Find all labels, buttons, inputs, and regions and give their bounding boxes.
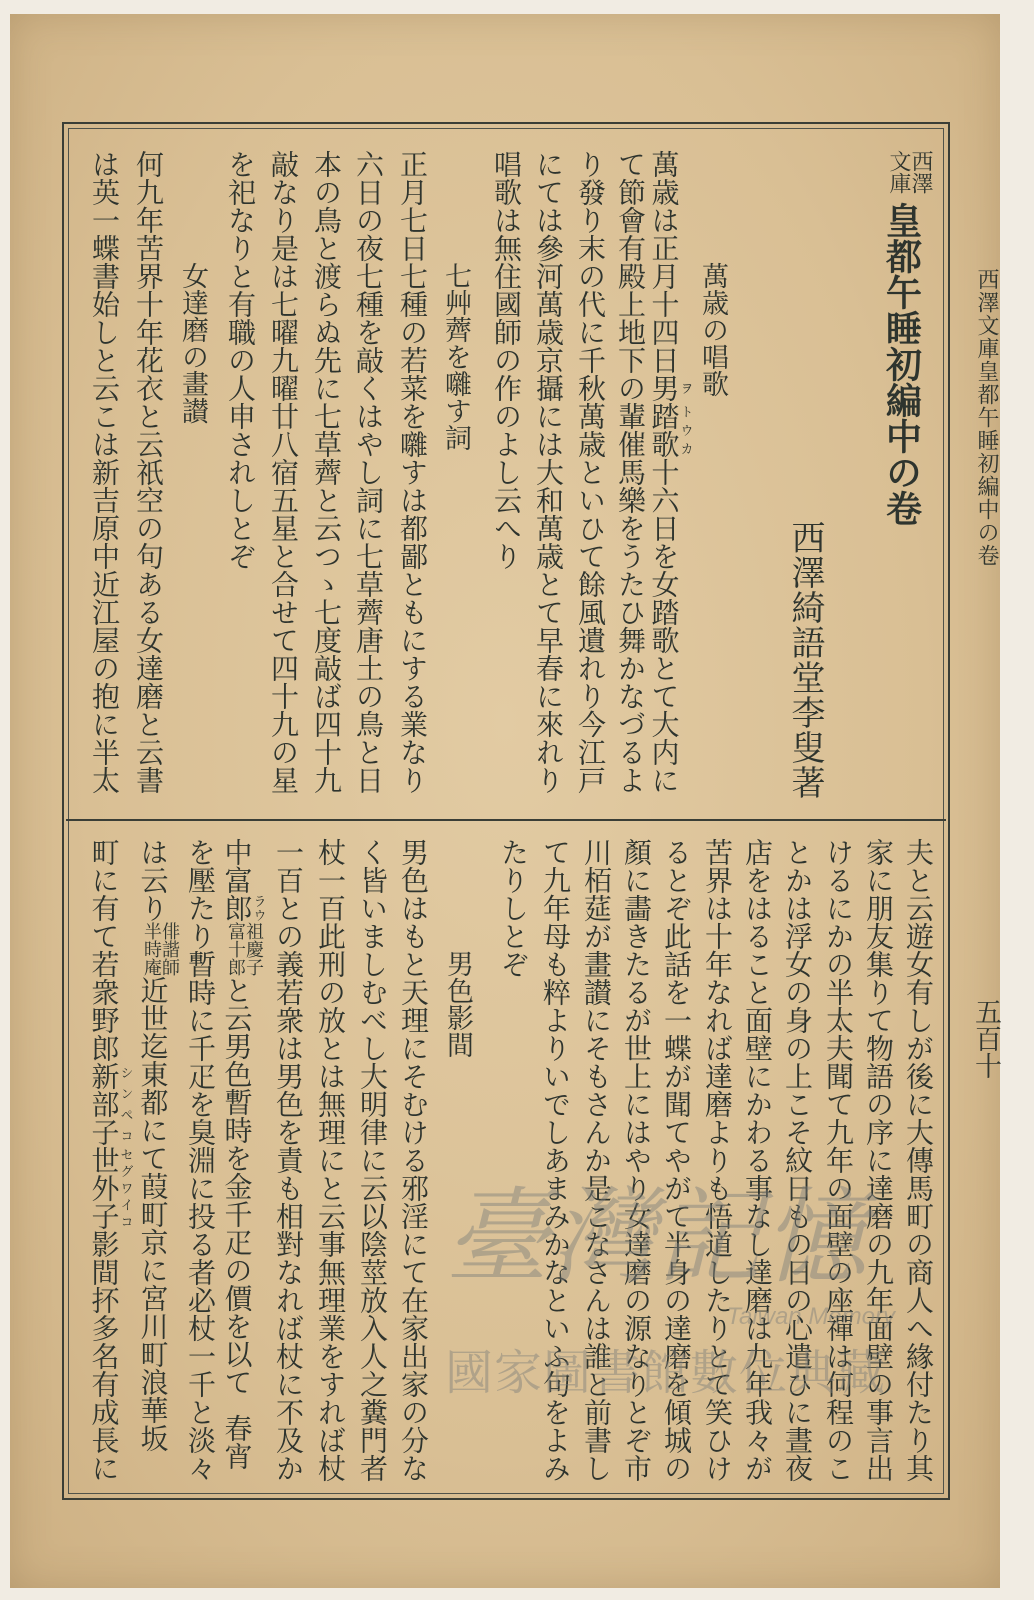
nanshoku-line-8 bbox=[88, 838, 132, 1498]
heading-manzai: 萬歳の唱歌 bbox=[697, 262, 728, 397]
heading-nanakusa: 七艸薺を囃す詞 bbox=[440, 262, 471, 451]
onna-daruma-line-1: 何九年苦界十年花衣と云祇空の句ある女達磨と云書 bbox=[132, 150, 165, 794]
warichu-right: 俳諧師 bbox=[159, 922, 180, 976]
manzai-line-4: にては參河萬歳京攝には大和萬歳とて早春に來れり bbox=[532, 150, 565, 794]
ruby-otoko bbox=[647, 374, 693, 402]
onna-daruma-line-12: て九年母も粹よりいでしあまみかなといふ句をよみ bbox=[539, 838, 572, 1482]
watermark-institution: 國家圖書館數位典藏 bbox=[445, 1345, 887, 1401]
text-segment: と云男色暫時を金千疋の價を以て bbox=[220, 976, 254, 1396]
onna-daruma-line-9: るとぞ此話を一蝶が聞てやがて半身の達磨を傾城の bbox=[660, 838, 693, 1482]
nanakusa-line-3: 本の鳥と渡らぬ先に七草薺と云つゝ七度敲ば四十九 bbox=[310, 150, 343, 794]
onna-daruma-line-2: は英一蝶書始しと云こは新吉原中近江屋の抱に半太 bbox=[88, 150, 121, 794]
series-warichu bbox=[887, 150, 931, 194]
nanshoku-line-5 bbox=[221, 838, 265, 1498]
warichu-left: 半時庵 bbox=[141, 922, 162, 976]
onna-daruma-line-4: 家に朋友集りて物語の序に達磨の九年面壁の事言出 bbox=[862, 838, 895, 1482]
onna-daruma-line-5: けるにかの半太夫聞て九年の面壁の座禪は何程のこ bbox=[822, 838, 855, 1482]
ruby-base: 世外子 bbox=[87, 1146, 121, 1230]
nanshoku-line-6: を壓たり暫時に千疋を臭淵に投る者必杖一千と淡々 bbox=[184, 838, 217, 1482]
nanshoku-line-1: 男色はもと天理にそむける邪淫にて在家出家の分な bbox=[397, 838, 430, 1482]
warichu-right: 祖慶子 bbox=[243, 922, 264, 976]
text-segment-end: 春宵 bbox=[220, 1414, 254, 1470]
onna-daruma-line-13: たりしとぞ bbox=[497, 838, 530, 978]
warichu-left: 富十郎 bbox=[225, 922, 246, 976]
text-segment: 萬歳は正月十四日 bbox=[647, 150, 681, 374]
series-warichu-left: 文庫 bbox=[886, 150, 911, 194]
ruby-text: ラウ bbox=[250, 894, 266, 922]
text-segment: 近世迄東都にて葭町京に宮川町浪華坂 bbox=[136, 976, 170, 1452]
book-title bbox=[881, 150, 931, 810]
onna-daruma-line-8: 苦界は十年なれば達磨よりも悟道したりとて笑ひけ bbox=[701, 838, 734, 1482]
manzai-line-5: 唱歌は無住國師の作のよし云へり bbox=[490, 150, 523, 570]
text-segment: 中富 bbox=[220, 838, 254, 894]
warichu-note bbox=[142, 922, 178, 976]
section-divider bbox=[66, 819, 946, 821]
manzai-line-2: て節會有殿上地下の輩催馬樂をうたひ舞かなづるよ bbox=[614, 150, 647, 794]
text-segment: 十六日を女踏歌とて大内に bbox=[647, 458, 681, 794]
author-line: 西澤綺語堂李叟著 bbox=[785, 520, 825, 800]
title-main: 皇都午睡初編中の卷 bbox=[880, 202, 923, 526]
nanakusa-line-4: 敲なり是は七曜九曜廿八宿五星と合せて四十九の星 bbox=[267, 150, 300, 794]
warichu-note bbox=[226, 922, 262, 976]
watermark-english: Taiwan Memory bbox=[726, 1303, 895, 1330]
nanshoku-line-7 bbox=[134, 838, 178, 1498]
nanshoku-line-3: 杖一百此刑の放とは無理にと云事無理業をすれば杖 bbox=[314, 838, 347, 1482]
ruby-text: シンペコ bbox=[117, 1062, 133, 1146]
ruby-segwaiko bbox=[87, 1146, 133, 1230]
onna-daruma-line-3: 夫と云遊女有しが後に大傳馬町の商人へ緣付たり其 bbox=[902, 838, 935, 1482]
nanakusa-line-1: 正月七日七種の若菜を囃すは都鄙ともにする業なり bbox=[396, 150, 429, 794]
ruby-shinbeko bbox=[87, 1062, 133, 1146]
manzai-line-3: り發り末の代に千秋萬歳といひて餘風遺れり今江戸 bbox=[574, 150, 607, 794]
running-header: 西澤文庫皇都午睡初編中の卷 bbox=[974, 268, 999, 567]
ruby-rou bbox=[220, 894, 266, 922]
ruby-base: 郎 bbox=[220, 894, 254, 922]
ruby-touka bbox=[647, 402, 693, 458]
onna-daruma-line-10: 顏に畵きたるが世上にはやり女達磨の源なりとぞ市 bbox=[620, 838, 653, 1482]
series-warichu-right: 西澤 bbox=[908, 150, 933, 194]
ruby-text: ヲ bbox=[677, 374, 693, 402]
ruby-base: 新部子 bbox=[87, 1062, 121, 1146]
text-segment: 影間抔多名有成長に bbox=[87, 1230, 121, 1482]
ruby-text: セグワイコ bbox=[117, 1146, 133, 1230]
watermark-logo: 臺灣記憶 bbox=[445, 1176, 870, 1298]
heading-nanshoku: 男色影間 bbox=[442, 950, 473, 1058]
ruby-text: トウカ bbox=[677, 402, 693, 458]
nanshoku-line-2: く皆いましむべし大明律に云以陰莖放入人之糞門者 bbox=[356, 838, 389, 1482]
onna-daruma-line-7: 店をはること面壁にかわる事なし達磨は九年我々が bbox=[741, 838, 774, 1482]
onna-daruma-line-11: 川栢莚が畫讃にそもさんか是こなさんは誰と前書し bbox=[580, 838, 613, 1482]
text-segment: は云り bbox=[136, 838, 170, 922]
nanshoku-line-4: 一百との義若衆は男色を責も相對なれば杖に不及か bbox=[272, 838, 305, 1482]
ruby-base: 踏歌 bbox=[647, 402, 681, 458]
nanakusa-line-2: 六日の夜七種を敲くはやし詞に七草薺唐土の鳥と日 bbox=[352, 150, 385, 794]
heading-onna-daruma: 女達磨の畫讃 bbox=[177, 262, 208, 424]
manzai-line-1 bbox=[648, 150, 692, 810]
ruby-base: 男 bbox=[647, 374, 681, 402]
page-number: 五百十 bbox=[970, 998, 1001, 1079]
text-segment: 町に有て若衆野郎 bbox=[87, 838, 121, 1062]
onna-daruma-line-6: とかは浮女の身の上こそ紋日もの日の心遣ひに晝夜 bbox=[781, 838, 814, 1482]
nanakusa-line-5: を祀なりと有職の人申されしとぞ bbox=[224, 150, 257, 570]
